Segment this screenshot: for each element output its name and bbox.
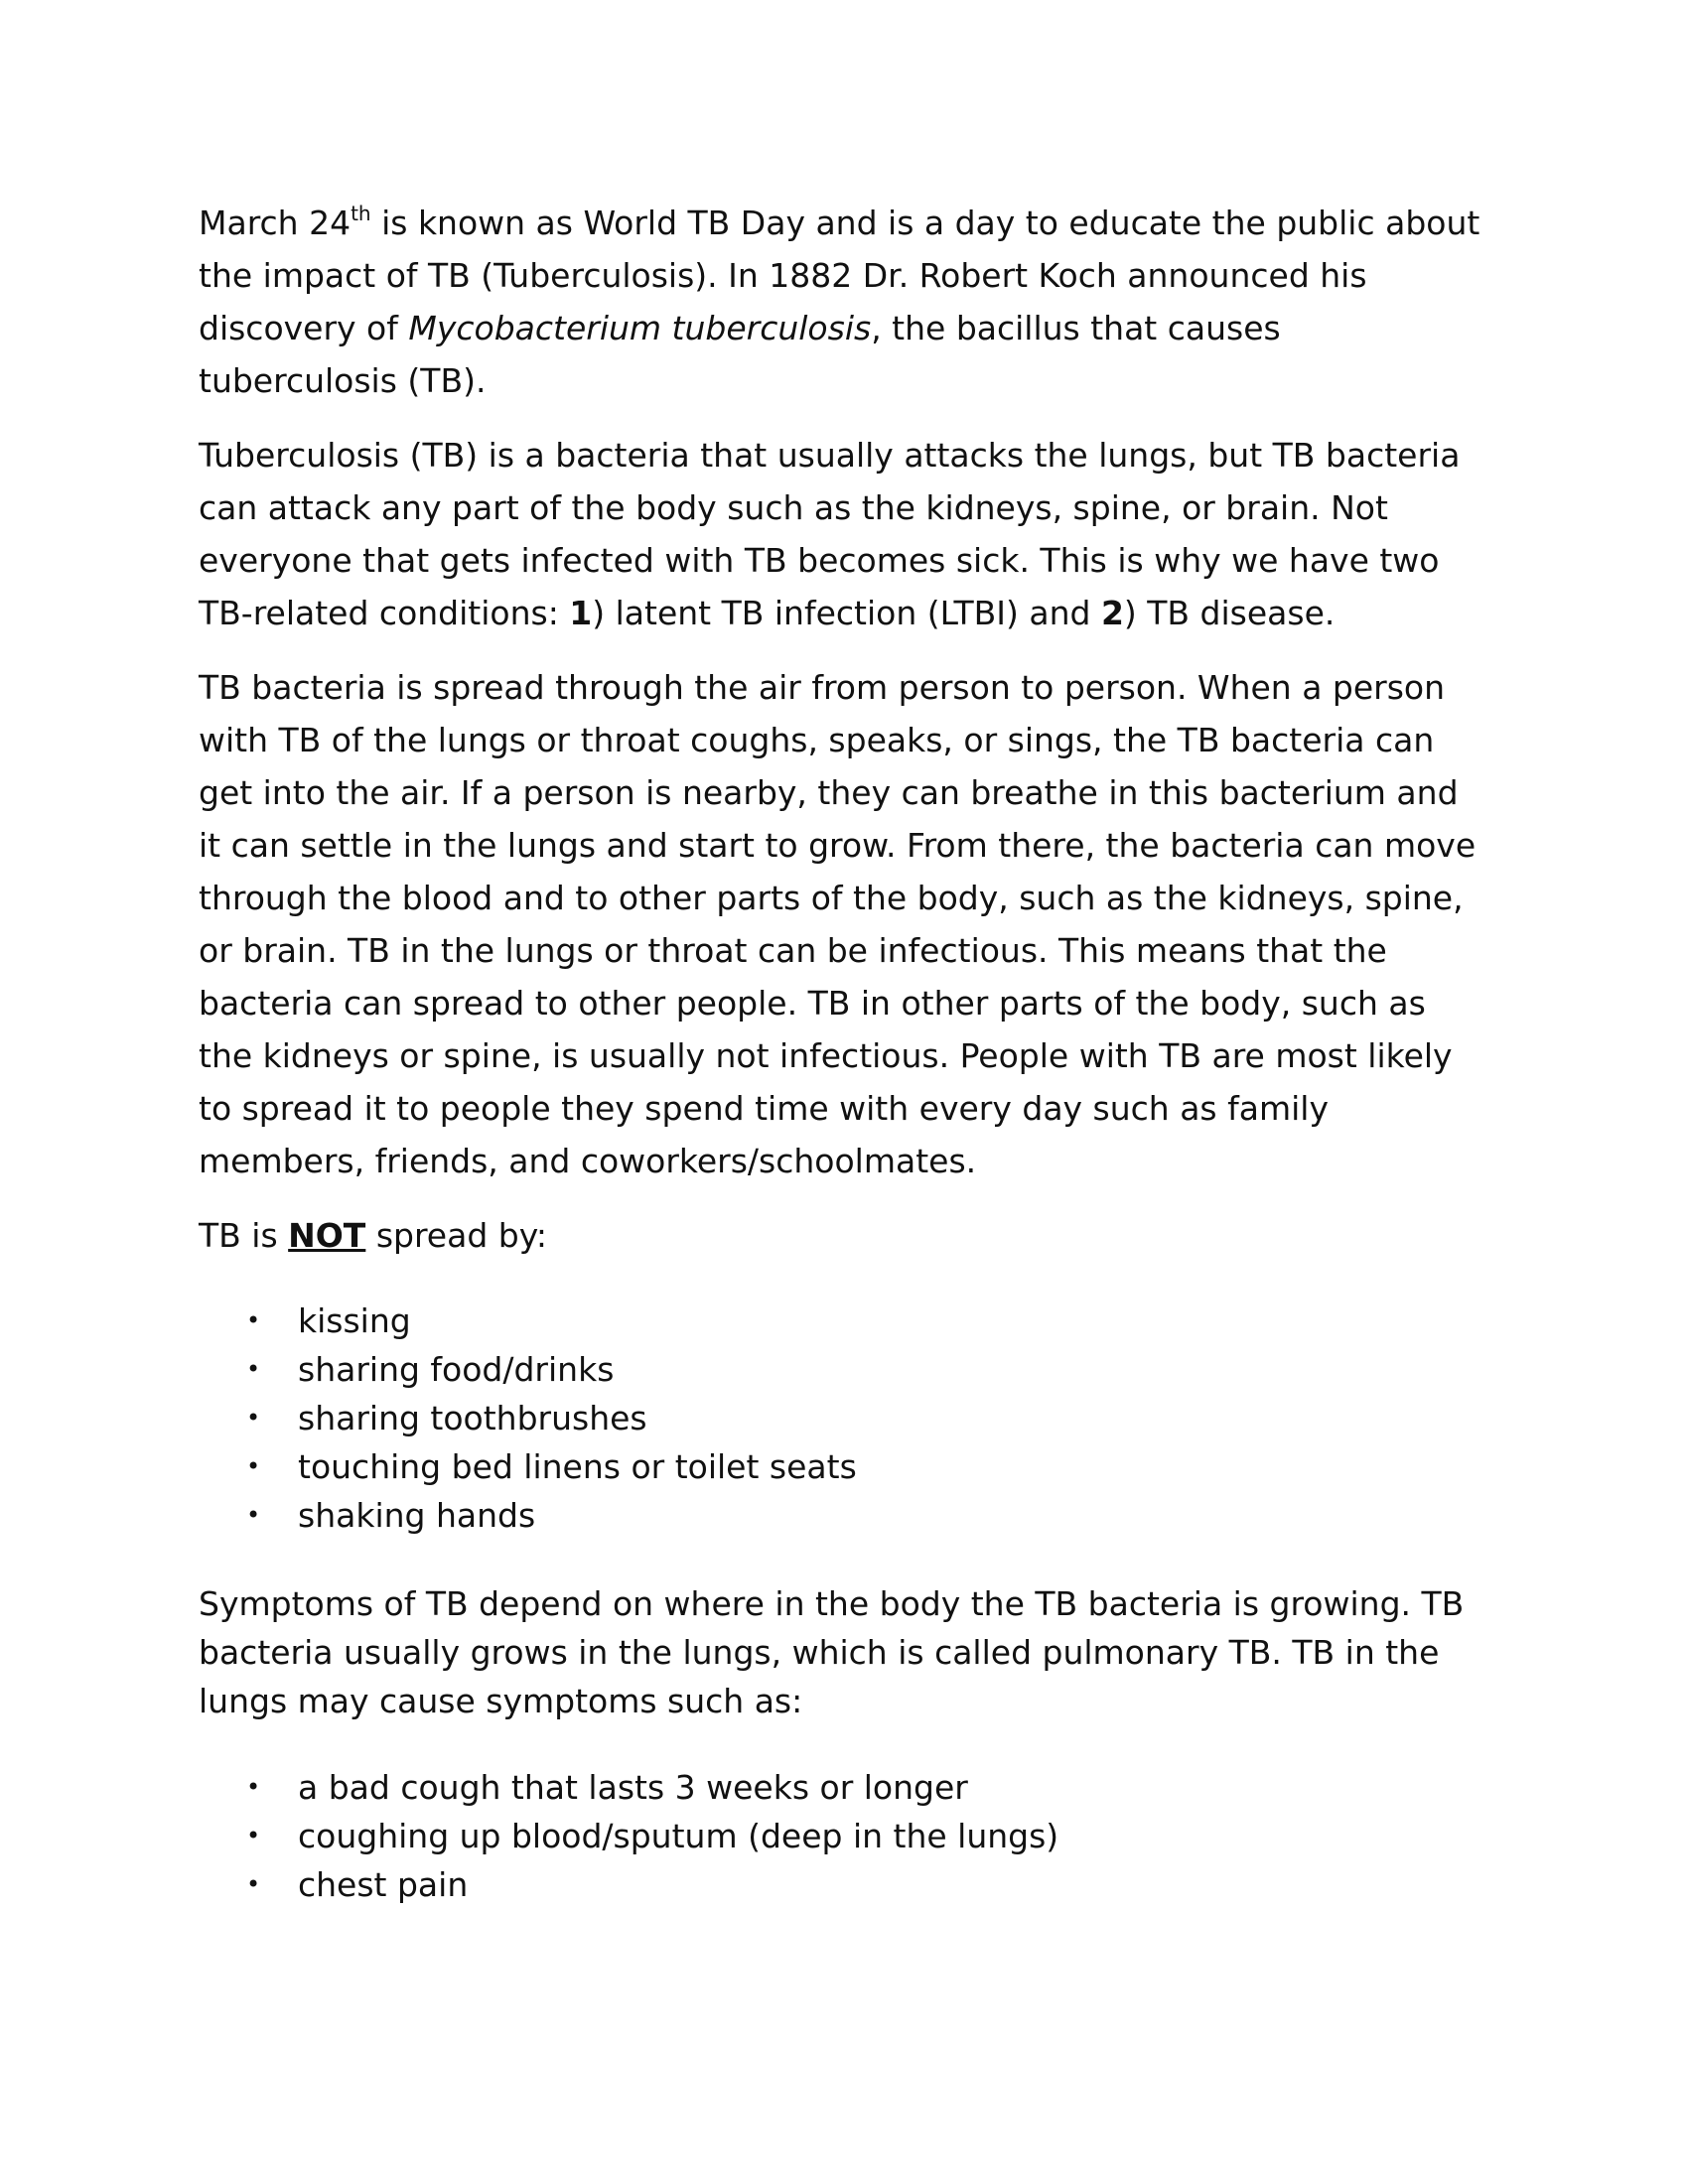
list-item: • sharing food/drinks — [199, 1345, 1489, 1394]
paragraph-symptoms-intro: Symptoms of TB depend on where in the body the TB bacteria is growing. TB bacteria usually grows in the lungs, which is called pulmonary TB. TB in the lungs may cause symptoms such as: — [199, 1584, 1465, 1720]
list-item: • chest pain — [199, 1860, 1489, 1909]
list-item: • coughing up blood/sputum (deep in the lungs) — [199, 1812, 1489, 1860]
paragraph-world-tb-day: March 24th is known as World TB Day and is a day to educate the public about the impact of TB (Tuberculosis). In 1882 Dr. Robert Koch announced his discovery of Mycobacterium tuberculosis, the bacillus that causes tuberculosis (TB). — [199, 202, 1480, 400]
document-body — [199, 197, 1489, 1909]
superscript-th: th — [351, 202, 371, 225]
list-item: • kissing — [199, 1297, 1489, 1345]
not-spread-list — [199, 1297, 1489, 1540]
list-item: • sharing toothbrushes — [199, 1394, 1489, 1442]
bold-number-1: 1 — [569, 594, 593, 632]
list-item: • shaking hands — [199, 1491, 1489, 1540]
emphasis-not: NOT — [288, 1216, 366, 1255]
bullet-icon: • — [246, 1452, 261, 1480]
bullet-icon: • — [246, 1822, 261, 1849]
list-item: • touching bed linens or toilet seats — [199, 1442, 1489, 1491]
bullet-icon: • — [246, 1404, 261, 1432]
bullet-icon: • — [246, 1501, 261, 1529]
bullet-icon: • — [246, 1870, 261, 1898]
list-item: • a bad cough that lasts 3 weeks or longer — [199, 1763, 1489, 1812]
bullet-icon: • — [246, 1306, 261, 1334]
paragraph-tb-definition: Tuberculosis (TB) is a bacteria that usually attacks the lungs, but TB bacteria can attack any part of the body such as the kidneys, spine, or brain. Not everyone that gets infected with TB becomes sick. This is why we have two TB-related conditions: 1) latent TB infection (LTBI) and 2) TB disease. — [199, 436, 1461, 632]
paragraph-tb-spread: TB bacteria is spread through the air from person to person. When a person with TB of the lungs or throat coughs, speaks, or sings, the TB bacteria can get into the air. If a person is nearby, they can breathe in this bacterium and it can settle in the lungs and start to grow. From there, the bacteria can move through the blood and to other parts of the body, such as the kidneys, spine, or brain. TB in the lungs or throat can be infectious. This means that the bacteria can spread to other people. TB in other parts of the body, such as the kidneys or spine, is usually not infectious. People with TB are most likely to spread it to people they spend time with every day such as family members, friends, and coworkers/schoolmates. — [199, 668, 1477, 1180]
bullet-icon: • — [246, 1355, 261, 1383]
paragraph-not-spread-intro: TB is NOT spread by: — [199, 1216, 547, 1255]
italic-species-name: Mycobacterium tuberculosis — [408, 309, 872, 347]
bold-number-2: 2 — [1100, 594, 1124, 632]
symptoms-list — [199, 1763, 1489, 1909]
bullet-icon: • — [246, 1773, 261, 1801]
